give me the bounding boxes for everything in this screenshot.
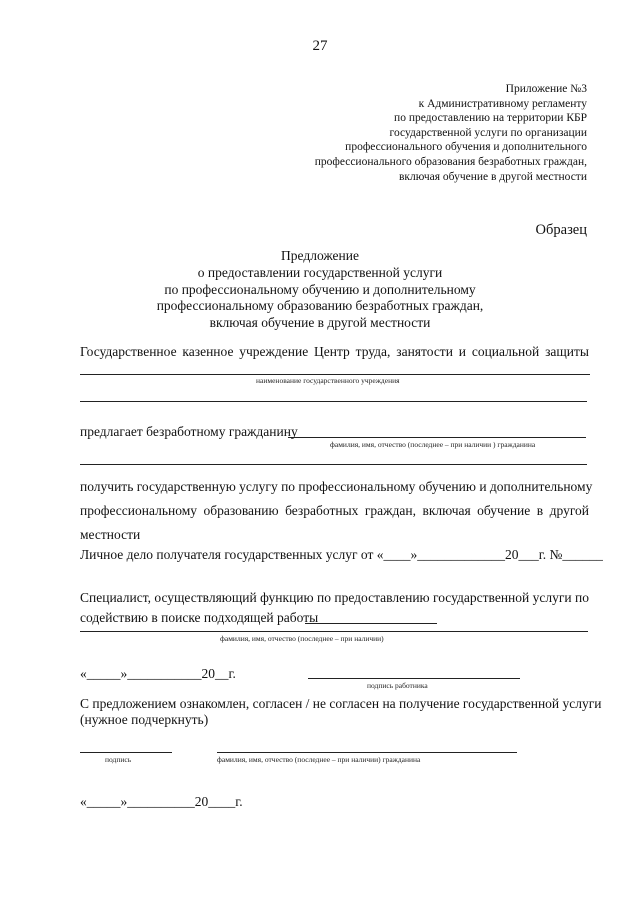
specialist-field — [305, 623, 437, 624]
appendix-line: профессионального обучения и дополнительного — [345, 141, 587, 154]
citizen-caption: фамилия, имя, отчество (последнее – при наличии ) гражданина — [330, 440, 536, 449]
citizen-name-field — [288, 437, 586, 438]
specialist-name-field — [80, 631, 588, 632]
signature-caption: подпись — [105, 755, 132, 764]
title-line: Предложение — [281, 248, 359, 263]
title-line: по профессиональному обучению и дополнительному — [164, 281, 476, 297]
personal-file-line: Личное дело получателя государственных услуг от «____»_____________20___г. №______ — [80, 547, 603, 562]
service-text-line: получить государственную услугу по профессиональному обучению и дополнительному — [80, 479, 593, 494]
title-line: профессиональному образованию безработных граждан, — [156, 298, 484, 314]
institution-caption: наименование государственного учреждения — [256, 376, 400, 385]
ack-text-line: С предложением ознакомлен, согласен / не согласен на получение государственной услуги — [80, 696, 602, 711]
offers-label: предлагает безработному гражданину — [80, 424, 298, 439]
citizen-name-line — [217, 752, 517, 753]
final-date-line: «_____»__________20____г. — [80, 794, 243, 809]
appendix-line: государственной услуги по организации — [389, 126, 587, 139]
blank-line — [80, 401, 587, 402]
service-text-line: местности — [80, 527, 141, 542]
appendix-line: по предоставлению на территории КБР — [394, 112, 587, 125]
service-text-line: профессиональному образованию безработных граждан, включая обучение в другой — [80, 503, 589, 518]
institution-underline — [80, 374, 590, 375]
title-line: о предоставлении государственной услуги — [197, 264, 443, 280]
blank-line — [80, 464, 587, 465]
worker-signature-field — [308, 678, 520, 679]
appendix-line: к Административному регламенту — [418, 97, 587, 110]
specialist-caption: фамилия, имя, отчество (последнее – при наличии) — [220, 634, 384, 643]
worker-signature-caption: подпись работника — [367, 681, 428, 690]
appendix-line: включая обучение в другой местности — [398, 170, 587, 183]
citizen-name-caption: фамилия, имя, отчество (последнее – при наличии) гражданина — [217, 755, 421, 764]
specialist-text-line: Специалист, осуществляющий функцию по предоставлению государственной услуги по — [80, 590, 589, 605]
appendix-header — [315, 82, 587, 184]
page-number: 27 — [312, 38, 328, 54]
title-line: включая обучение в другой местности — [209, 315, 431, 331]
citizen-signature-field — [80, 752, 172, 753]
appendix-line: Приложение №3 — [505, 83, 587, 95]
specialist-text-line: содействию в поиске подходящей работы — [80, 610, 319, 625]
institution-text: Государственное казенное учреждение Центр труда, занятости и социальной защиты — [80, 344, 589, 359]
sample-label: Образец — [535, 222, 587, 238]
document-title — [120, 248, 520, 332]
date-line: «_____»___________20__г. — [80, 666, 236, 681]
appendix-line: профессионального образования безработных граждан, — [314, 155, 587, 168]
ack-text-line: (нужное подчеркнуть) — [80, 712, 209, 727]
